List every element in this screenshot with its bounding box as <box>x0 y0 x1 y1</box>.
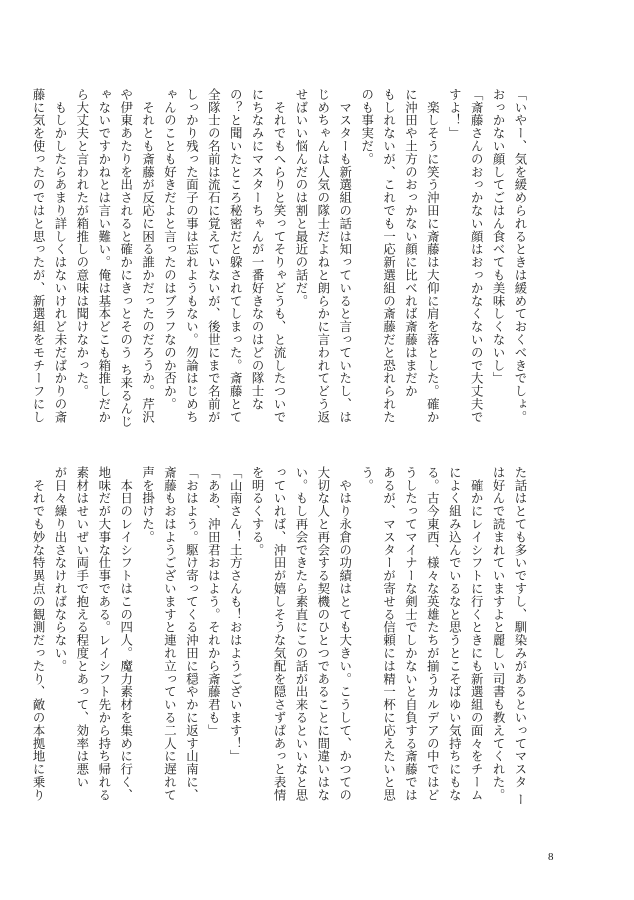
page-number: 8 <box>548 851 554 863</box>
upper-text-block: 「いやー、気を緩められるときは緩めておくべきでしょ。 おっかない顔してごはん食べても美味しくないし」 「斎藤さんのおっかない顔はおっかなくないので大丈夫で すよ！」 楽しそうに笑う沖田に斎藤は大仰に肩を落とした。確か に沖田や土方のおっかない顔に比べれば斎藤はまだか もしれないが、これでも一応新選組の斎藤だと恐れられた のも事実だ。 マスターも新選組の話は知っていると言っていたし、は じめちゃんは人気の隊士だよねと朗らかに言われてどう返 せばいい悩んだのは割と最近の話だ。 それでもへらりと笑ってそりゃどうも、と流したついで にちなみにマスターちゃんが一番好きなのはどの隊士な の？と聞いたところ秘密だと躱されてしまった。斎藤とて 全隊士の名前は流石に覚えていないが、後世にまで名前が しっかり残った面子の事は忘れようもない。勿論はじめち ゃんのことも好きだよと言ったのはブラフなのか否か。 それとも斎藤が反応に困る誰かだったのだろうか。芹沢 や伊東あたりを出されると確かにきっとそのう ち来るんじ ゃないですかねとは言い難い。俺は基本どこも箱推しだか ら大丈夫と言われたが箱推しの意味は聞けなかった。 もしかしたらあまり詳しくはないけれど未だばかりの斎 藤に気を使ったのではと思ったが、新選組をモチーフにし <box>31 88 528 428</box>
lower-text-block: た話はとても多いですし、馴染みがあるといってマスタ ー は好んで読まれていますよと麗しい司書も教えてくれた。 確かにレイシフトに行くときにも新選組の面々をチーム によく組み込んでいるなと思うとこそばゆい気持ちにもな る。古今東西、様々な英雄たちが揃うカルデアの中ではど うしたってマイナーな剣士でしかないと自負する斎藤では あるが、マスターが寄せる信頼には精一杯に応えたいと思 う。 やはり永倉の功績はとても大きい。こうして、かつての 大切な人と再会する契機のひとつであることに間違いはな い。もし再会できたら素直にこの話が出来るといいなと思 っていれば、沖田が嬉しそうな気配を隠さずぱあっと表情 を明るくする。 「山南さん！土方さんも！おはようございます！」 「ああ、沖田君おはよう。それから斎藤君も」 「おはよう。駆け寄ってくる沖田に穏やかに返す山南に、 斎藤もおはようございますと連れ立っている二人に遅れて 声を掛けた。 本日のレイシフトはこの四人。魔力素材を集めに行く、 地味だが大事な仕事である。レイシフト先から持ち帰れる 素材はせいぜい両手で抱える程度とあって、効率は悪い が日々繰り出さなければならない。 それでも妙な特異点の観測だったり、敵の本拠地に乗り <box>31 466 528 806</box>
